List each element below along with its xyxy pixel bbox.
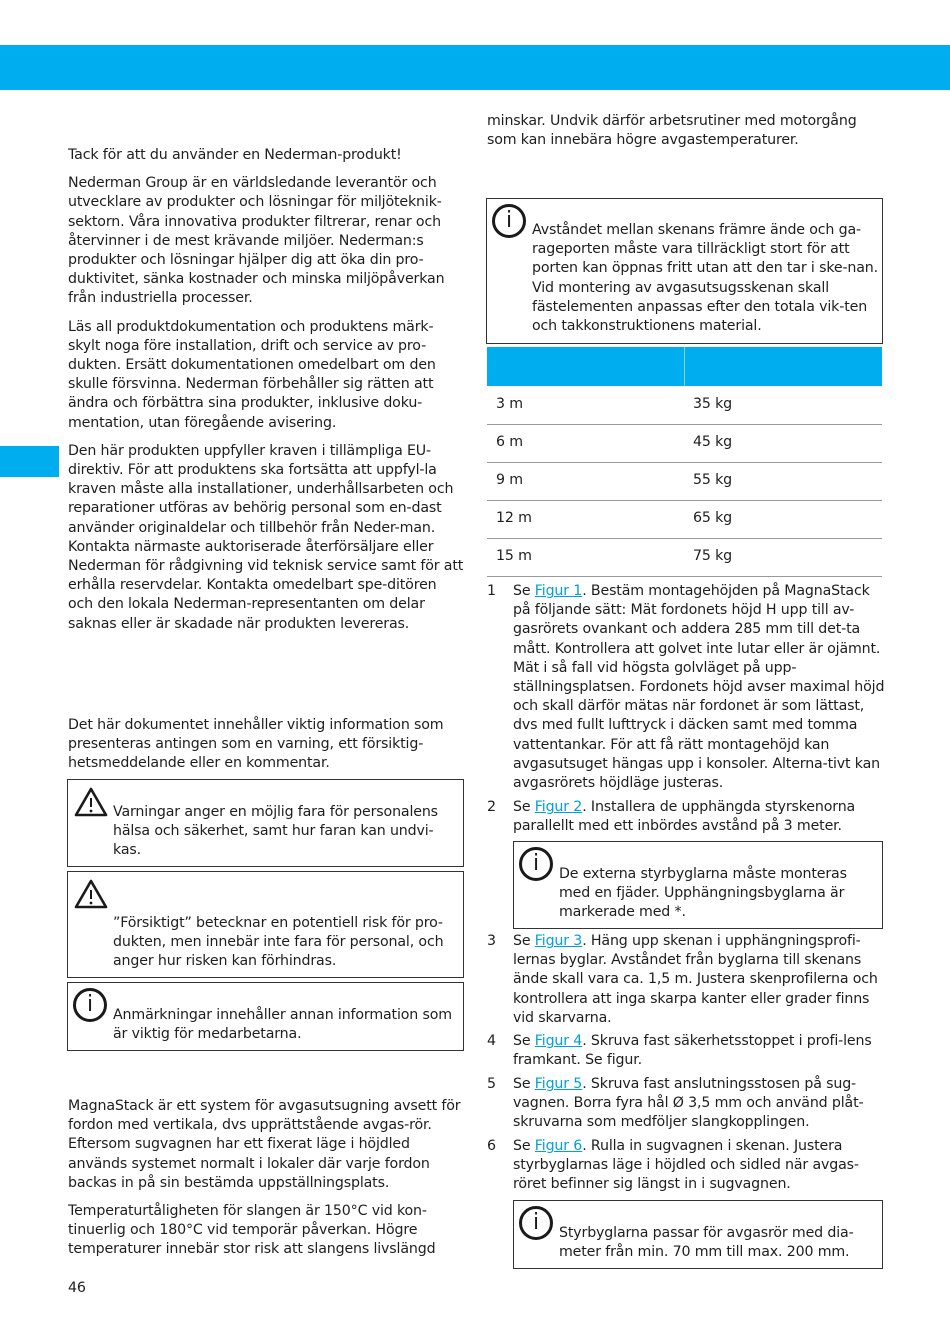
step-text: . Häng upp skenan i upphängningsprofi-lernas byglar. Avståndet från byglarna till skenans ände skall vara ca. 1,5 m. Justera skenprofilerna och kontrollera att inga skarpa kanter eller grader finns vid skarvarna. [513,933,878,1026]
length-cell: 15 m [487,538,684,576]
step-text: . Installera de upphängda styrskenorna parallellt med ett inbördes avstånd på 3 meter. [513,799,856,835]
info-icon: i [73,988,107,1022]
info-notice-text: Anmärkningar innehåller annan information som är viktig för medarbetarna. [113,1007,452,1043]
step-text: . Rulla in sugvagnen i skenan. Justera styrbyglarnas läge i höjdled och sidled när avgas-röret befinner sig längst in i sugvagnen. [513,1138,859,1193]
step-prefix: Se [513,583,535,599]
table-row [487,500,882,538]
weight-table [487,347,882,577]
page-number: 46 [68,1280,86,1296]
step-number: 1 [487,583,496,599]
step-prefix: Se [513,1138,535,1154]
info-notice [67,982,464,1051]
step-number: 5 [487,1076,496,1092]
length-cell: 9 m [487,462,684,500]
caution-icon [74,879,108,909]
figure-1-link[interactable]: Figur 1 [534,583,583,599]
caution-notice-text: ”Försiktigt” betecknar en potentiell risk för pro-dukten, men innebär inte fara för personal, och anger hur risken kan förhindras. [113,915,444,970]
step-text: . Bestäm montagehöjden på MagnaStack på följande sätt: Mät fordonets höjd H upp till av-gasrörets ovankant och addera 285 mm till det-ta mått. Kontrollera att golvet inte lutar eller är ojämnt. Mät i så fall vid högsta golvläget på upp-ställningsplatsen. Fordonets höjd avser maximal höjd och skall därför mätas när fordonet är som lättast, dvs med fullt lufttryck i däcken samt med tomma vattentankar. För att få rätt montagehöjd kan avgasutsuget hängas upp i konsoler. Alterna-tivt kan avgasrörets höjdläge justeras. [513,583,885,792]
figure-5-link[interactable]: Figur 5 [534,1076,583,1092]
step-number: 4 [487,1033,496,1049]
distance-notice-text: Avståndet mellan skenans främre ände och ga-rageporten måste vara tillräckligt stort för att porten kan öppnas fritt utan att den tar i ske-nan. Vid montering av avgasutsugsskenan skall fästelementen anpassas efter den totala vik-ten och takkonstruktionens material. [532,222,879,335]
figure-6-link[interactable]: Figur 6 [534,1138,583,1154]
step-3 [487,932,887,1028]
table-header-length [487,347,684,386]
step-prefix: Se [513,799,535,815]
table-header-row [487,347,882,386]
step-1 [487,582,887,793]
length-cell: 3 m [487,386,684,424]
table-row [487,386,882,424]
info-icon: i [519,1206,553,1240]
step-prefix: Se [513,1033,535,1049]
step-6-notice [513,1200,883,1269]
step-4 [487,1032,887,1070]
table-row [487,462,882,500]
step-number: 6 [487,1138,496,1154]
product-description [68,1097,464,1269]
step-number: 3 [487,933,496,949]
weight-cell: 45 kg [684,424,882,462]
table-row [487,424,882,462]
temperature-paragraph: Temperaturtåligheten för slangen är 150°C vid kon-tinuerlig och 180°C vid temporär påverkan. Högre temperaturer innebär stor risk att slangens livslängd [68,1203,436,1258]
header-band [0,45,950,90]
figure-3-link[interactable]: Figur 3 [534,933,583,949]
step-number: 2 [487,799,496,815]
intro-company: Nederman Group är en världsledande leverantör och utvecklare av produkter och lösningar för miljöteknik-sektorn. Våra innovativa produkter filtrerar, renar och återvinner i de mest krävande miljöer. Nederman:s produkter och lösningar hjälper dig att öka din pro-duktivitet, sänka kostnader och minska miljöpåverkan från industriella processer. [68,175,445,307]
info-icon: i [492,204,526,238]
length-cell: 12 m [487,500,684,538]
table-header-weight [684,347,882,386]
step-2-notice [513,841,883,929]
intro-documentation: Läs all produktdokumentation och produktens märk-skylt noga före installation, drift och service av pro-dukten. Ersätt dokumentationen omedelbart om den skulle försvinna. Nederman förbehåller sig rätten att ändra och förbättra sina produkter, inklusive doku-mentation, utan föregående avisering. [68,318,436,431]
step-2 [487,798,887,836]
intro-thanks: Tack för att du använder en Nederman-produkt! [68,147,402,163]
continued-text: minskar. Undvik därför arbetsrutiner med motorgång som kan innebära högre avgastemperaturer. [487,113,857,149]
section-tab-marker [0,446,59,477]
figure-2-link[interactable]: Figur 2 [534,799,583,815]
weight-cell: 35 kg [684,386,882,424]
table-row [487,538,882,576]
intro-compliance: Den här produkten uppfyller kraven i tillämpliga EU-direktiv. För att produktens ska fortsätta att uppfyl-la kraven måste alla installationer, underhållsarbeten och reparationer utföras av behörig personal som en-dast använder originaldelar och tillbehör från Neder-man. Kontakta närmaste auktoriserade återförsäljare eller Nederman för rådgivning vid teknisk service samt för att erhålla reservdelar. Kontakta omedelbart spe-ditören och den lokala Nederman-representanten om delar saknas eller är skadade när produkten levereras. [68,442,464,632]
step-6 [487,1137,887,1195]
notices-intro: Det här dokumentet innehåller viktig information som presenteras antingen som en varning, ett försiktig-hetsmeddelande eller en kommentar. [68,717,444,772]
weight-cell: 65 kg [684,500,882,538]
warning-icon [74,787,108,817]
distance-notice [486,198,883,344]
step-5 [487,1075,887,1133]
step-prefix: Se [513,933,535,949]
step-text: . Skruva fast säkerhetsstoppet i profi-lens framkant. Se figur. [513,1033,872,1069]
weight-cell: 75 kg [684,538,882,576]
caution-notice [67,871,464,978]
description-paragraph: MagnaStack är ett system för avgasutsugning avsett för fordon med vertikala, dvs upprättstående avgas-rör. Eftersom sugvagnen har ett fixerat läge i höjdled används systemet normalt i lokaler där varje fordon backas in på sin bestämda uppställningsplats. [68,1098,461,1191]
step-6-notice-text: Styrbyglarna passar för avgasrör med dia-meter från min. 70 mm till max. 200 mm. [559,1225,854,1261]
length-cell: 6 m [487,424,684,462]
weight-cell: 55 kg [684,462,882,500]
info-icon: i [519,847,553,881]
step-prefix: Se [513,1076,535,1092]
step-2-notice-text: De externa styrbyglarna måste monteras med en fjäder. Upphängningsbyglarna är markerade med *. [559,866,847,921]
warning-notice [67,779,464,867]
step-text: . Skruva fast anslutningsstosen på sug-vagnen. Borra fyra hål Ø 3,5 mm och använd plåt-skruvarna som medföljer slangkopplingen. [513,1076,864,1131]
figure-4-link[interactable]: Figur 4 [534,1033,583,1049]
warning-notice-text: Varningar anger en möjlig fara för personalens hälsa och säkerhet, samt hur faran kan undvi-kas. [113,804,438,859]
left-column [68,146,464,643]
